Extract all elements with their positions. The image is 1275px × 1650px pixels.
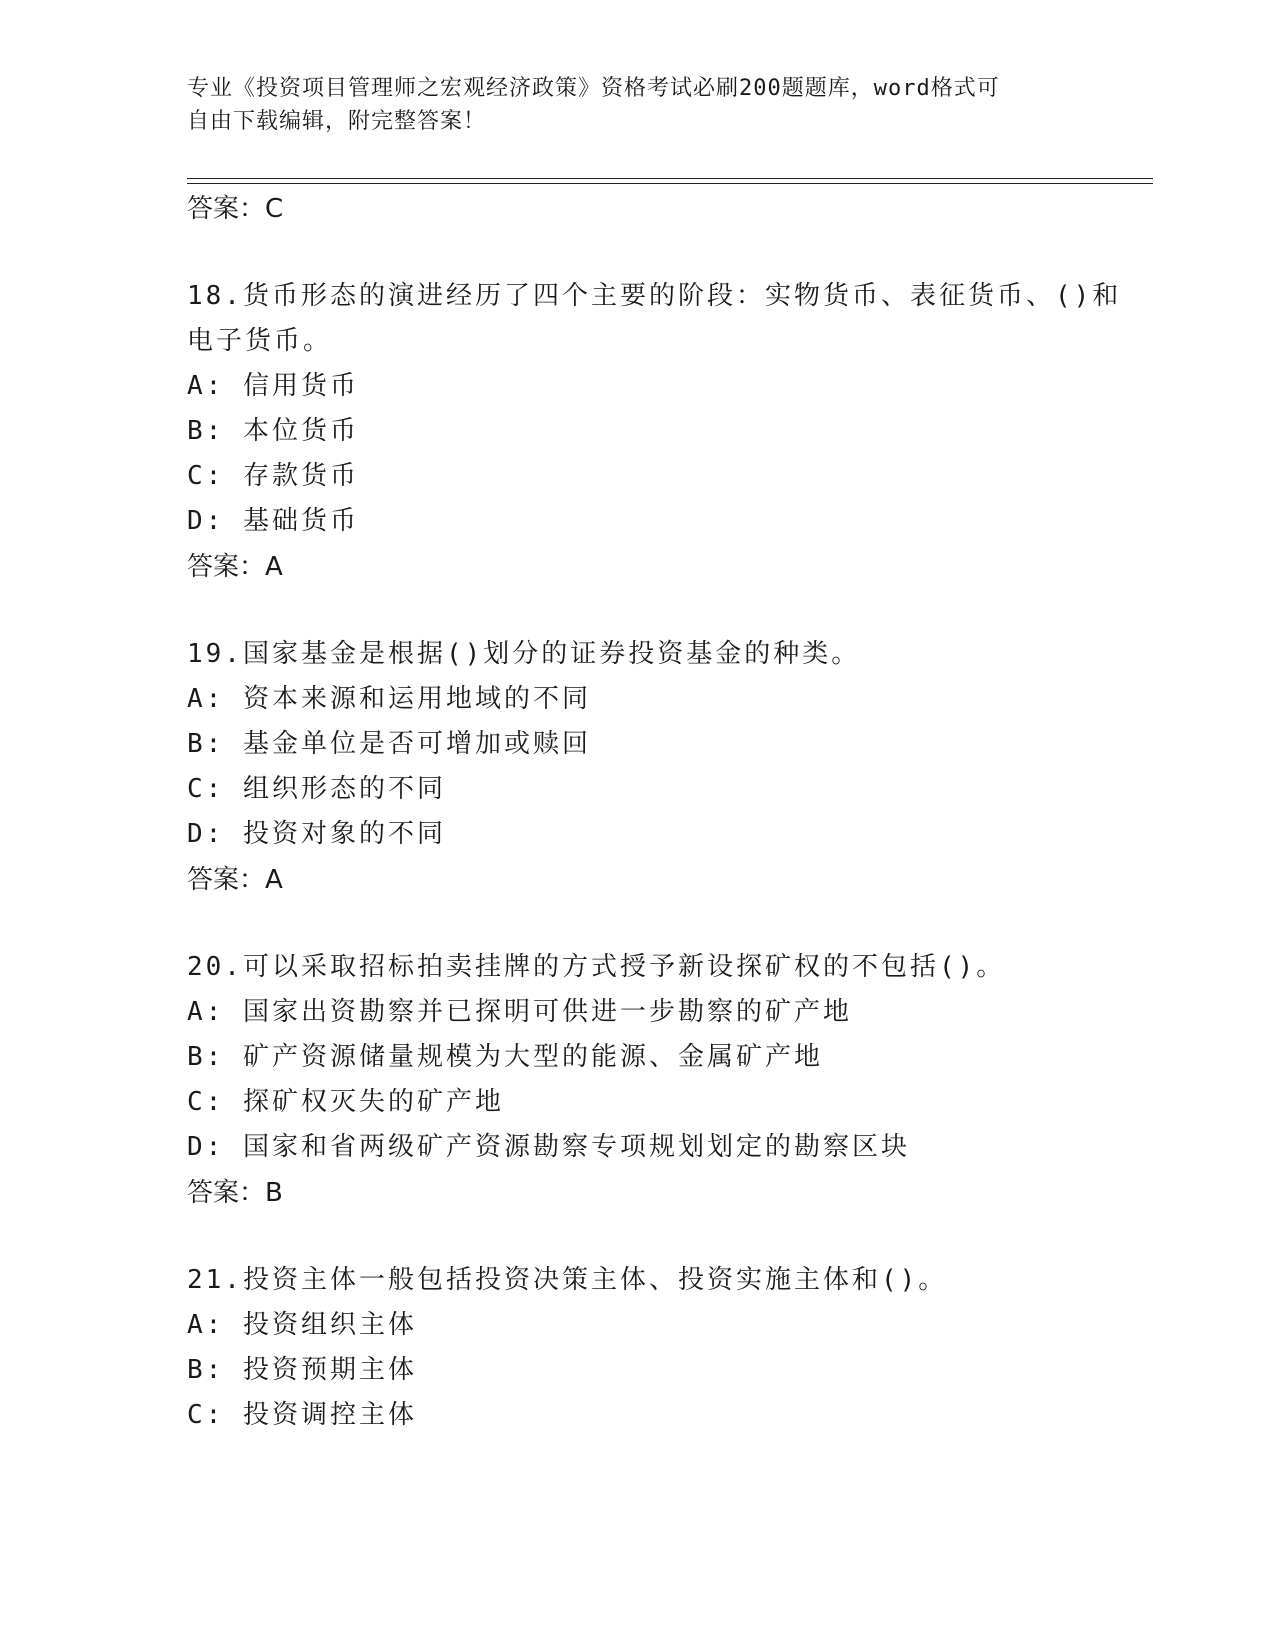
question-21	[187, 1258, 1127, 1438]
option-a: A: 信用货币	[187, 371, 359, 401]
question-20	[187, 945, 1127, 1216]
question-stem: 18.货币形态的演进经历了四个主要的阶段：实物货币、表征货币、()和电子货币。	[187, 281, 1122, 356]
option-d: D: 国家和省两级矿产资源勘察专项规划划定的勘察区块	[187, 1132, 910, 1162]
answer-20: 答案：B	[187, 1178, 283, 1208]
option-c: C: 探矿权灭失的矿产地	[187, 1087, 504, 1117]
option-d: D: 基础货币	[187, 506, 359, 536]
option-a: A: 投资组织主体	[187, 1310, 417, 1340]
option-c: C: 存款货币	[187, 461, 359, 491]
header-rule-top	[187, 178, 1153, 179]
option-c: C: 组织形态的不同	[187, 774, 446, 804]
option-d: D: 投资对象的不同	[187, 819, 446, 849]
question-stem: 19.国家基金是根据()划分的证券投资基金的种类。	[187, 639, 861, 669]
question-19	[187, 632, 1127, 903]
option-b: B: 投资预期主体	[187, 1355, 417, 1385]
option-b: B: 矿产资源储量规模为大型的能源、金属矿产地	[187, 1042, 823, 1072]
document-header	[187, 72, 1087, 138]
option-a: A: 资本来源和运用地域的不同	[187, 684, 591, 714]
option-b: B: 本位货币	[187, 416, 359, 446]
answer-18: 答案：A	[187, 552, 283, 582]
option-c: C: 投资调控主体	[187, 1400, 417, 1430]
question-stem: 20.可以采取招标拍卖挂牌的方式授予新设探矿权的不包括()。	[187, 952, 1006, 982]
option-b: B: 基金单位是否可增加或赎回	[187, 729, 591, 759]
header-line-1: 专业《投资项目管理师之宏观经济政策》资格考试必刷200题题库，word格式可	[187, 76, 1000, 101]
document-content	[187, 186, 1127, 1438]
answer-19: 答案：A	[187, 865, 283, 895]
answer-previous: 答案：C	[187, 194, 284, 224]
question-stem: 21.投资主体一般包括投资决策主体、投资实施主体和()。	[187, 1265, 948, 1295]
header-line-2: 自由下载编辑，附完整答案！	[187, 109, 487, 134]
header-rule-bottom	[187, 183, 1153, 184]
question-18	[187, 274, 1127, 590]
option-a: A: 国家出资勘察并已探明可供进一步勘察的矿产地	[187, 997, 852, 1027]
